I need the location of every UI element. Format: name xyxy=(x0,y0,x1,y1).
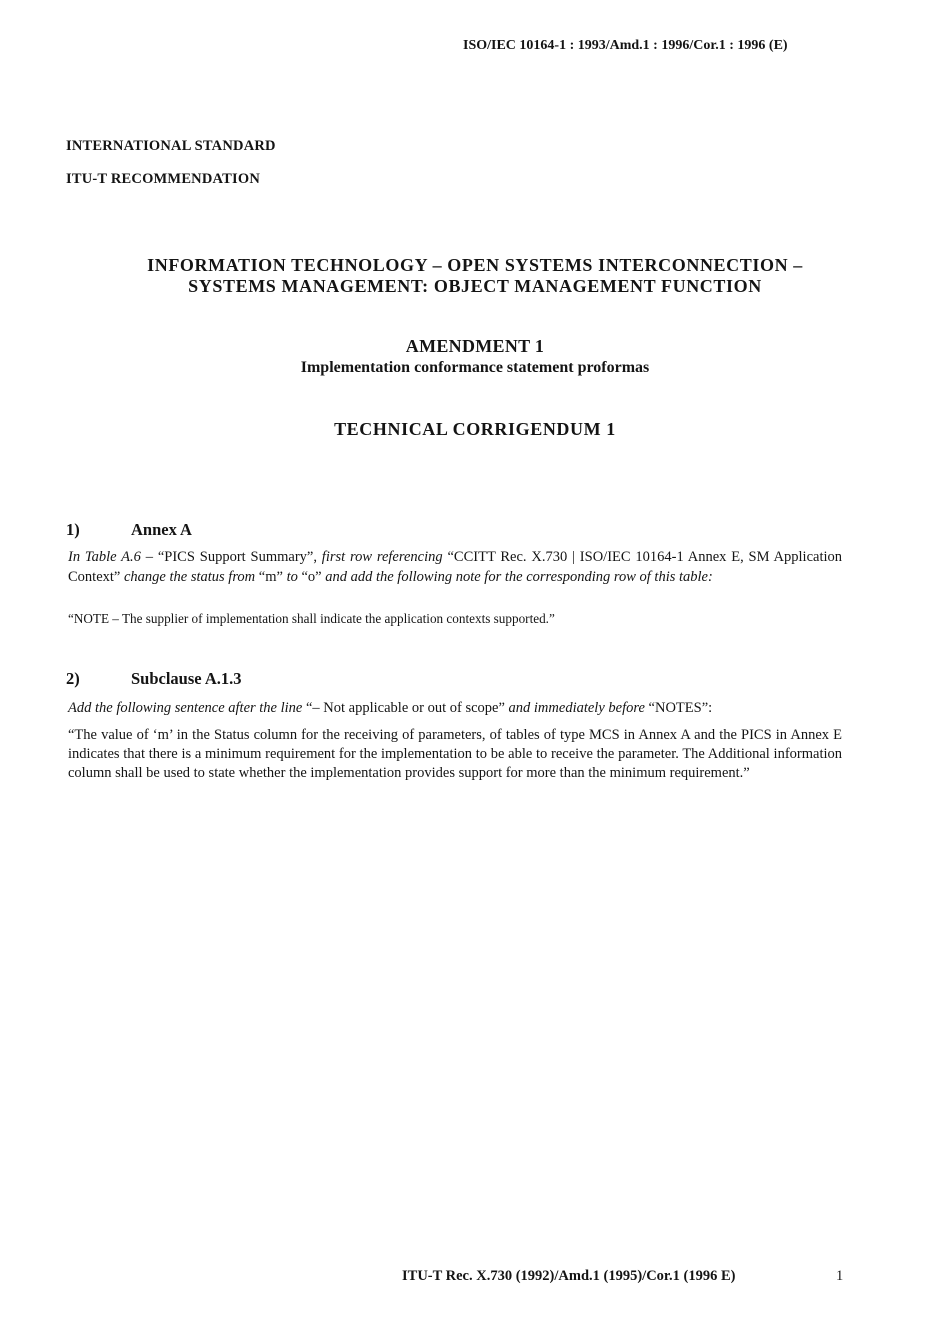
section-1-number: 1) xyxy=(66,520,80,539)
title-line-1: INFORMATION TECHNOLOGY – OPEN SYSTEMS INTERCONNECTION – xyxy=(147,255,803,275)
page-number: 1 xyxy=(836,1268,844,1284)
instruction-quote: “PICS Support Summary”, xyxy=(153,549,322,565)
section-2-body: “The value of ‘m’ in the Status column for the receiving of parameters, of tables of type MCS in Annex A and the PICS in Annex E indicates that there is a minimum requirement for the implementation to be able to receive the parameter. The Additional information column shall be used to state whether the implementation provides support for more than the minimum requirement.” xyxy=(68,727,842,781)
instruction-quote: “m” xyxy=(255,569,287,585)
amendment-subtitle: Implementation conformance statement proformas xyxy=(300,359,650,376)
instruction-italic: Add the following sentence after the line xyxy=(68,700,303,716)
instruction-italic: In Table A.6 – xyxy=(68,549,154,565)
instruction-italic: and add the following note for the corresponding row of this table: xyxy=(325,569,713,585)
section-1-title: Annex A xyxy=(131,520,192,539)
title-line-2: SYSTEMS MANAGEMENT: OBJECT MANAGEMENT FUNCTION xyxy=(188,276,762,296)
instruction-quote: “CCITT Rec. X.730 | ISO/IEC 10164-1 Annex E, SM Application Context” xyxy=(68,549,843,585)
footer-document-reference: ITU-T Rec. X.730 (1992)/Amd.1 (1995)/Cor.1 (1996 E) xyxy=(402,1268,736,1284)
instruction-italic: first row referencing xyxy=(321,549,443,565)
instruction-italic: to xyxy=(286,569,298,585)
section-2-title: Subclause A.1.3 xyxy=(131,669,242,688)
section-1-instruction xyxy=(68,547,842,587)
section-1-note: “NOTE – The supplier of implementation shall indicate the application contexts supported.” xyxy=(68,611,555,626)
instruction-quote: “NOTES”: xyxy=(644,700,713,716)
document-type-international-standard: INTERNATIONAL STANDARD xyxy=(66,138,276,154)
section-2-number: 2) xyxy=(66,669,80,688)
section-2-instruction xyxy=(68,698,842,718)
instruction-italic: change the status from xyxy=(123,569,256,585)
document-type-itu-recommendation: ITU-T RECOMMENDATION xyxy=(66,171,260,187)
amendment-label: AMENDMENT 1 xyxy=(405,336,545,356)
header-document-reference: ISO/IEC 10164-1 : 1993/Amd.1 : 1996/Cor.1 : 1996 (E) xyxy=(463,38,788,53)
instruction-italic: and immediately before xyxy=(508,700,645,716)
instruction-quote: “– Not applicable or out of scope” xyxy=(302,700,509,716)
instruction-quote: “o” xyxy=(297,569,326,585)
corrigendum-label: TECHNICAL CORRIGENDUM 1 xyxy=(334,419,616,439)
